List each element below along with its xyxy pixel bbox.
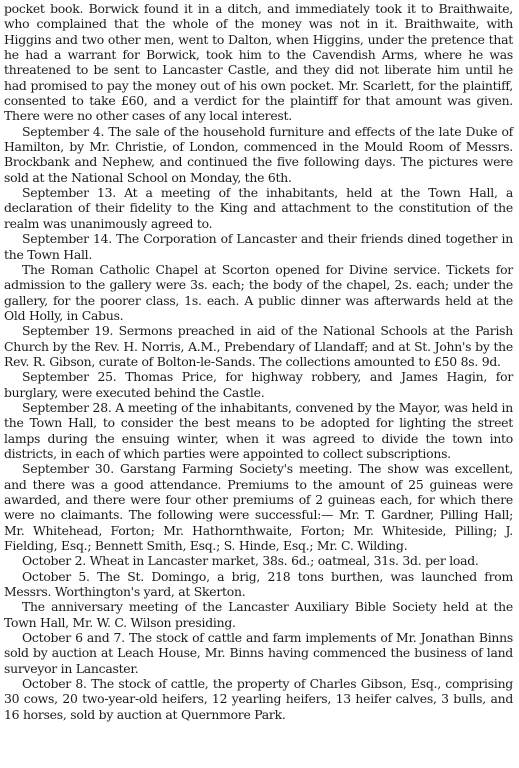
paragraph-sept-4: September 4. The sale of the household furniture and effects of the late Duke of Hamilton, by Mr. Christie, of London, commenced in the Mould Room of Messrs. Brockbank and Nephew, and continued the five following days. The pictures were sold at the National School on Monday, the 6th. (4, 123, 513, 185)
paragraph-sept-30: September 30. Garstang Farming Society's meeting. The show was excellent, and there was a good attendance. Premiums to the amount of 25 guineas were awarded, and there were four other premiums of 2 guineas each, for which there were no claimants. The following were successful:— Mr. T. Gardner, Pilling Hall; Mr. Whitehead, Forton; Mr. Hathornthwaite, Forton; Mr. Whiteside, Pilling; J. Fielding, Esq.; Bennett Smith, Esq.; S. Hinde, Esq.; Mr. C. Wilding. (4, 461, 513, 554)
paragraph-sept-14: September 14. The Corporation of Lancaster and their friends dined together in the Town Hall. (4, 231, 513, 262)
paragraph-oct-5: October 5. The St. Domingo, a brig, 218 tons burthen, was launched from Messrs. Worthington's yard, at Skerton. (4, 568, 513, 600)
paragraph-scorton-chapel: The Roman Catholic Chapel at Scorton opened for Divine service. Tickets for admission to the gallery were 3s. each; the body of the chapel, 2s. each; under the gallery, for the poorer class, 1s. each. A public dinner was afterwards held at the Old Holly, in Cabus. (4, 261, 513, 323)
paragraph-oct-8: October 8. The stock of cattle, the property of Charles Gibson, Esq., comprising 30 cows, 20 two-year-old heifers, 12 yearling heifers, 13 heifer calves, 3 bulls, and 16 horses, sold by auction at Quernmore Park. (4, 676, 513, 722)
paragraph-sept-28: September 28. A meeting of the inhabitants, convened by the Mayor, was held in the Town Hall, to consider the best means to be adopted for lighting the street lamps during the ensuing winter, when it was agreed to divide the town into districts, in each of which parties were appointed to collect subscriptions. (4, 399, 513, 461)
paragraph-continuation: pocket book. Borwick found it in a ditch, and immediately took it to Braithwaite, who complained that the whole of the money was not in it. Braithwaite, with Higgins and two other men, went to Dalton, when Higgins, under the pretence that he had a warrant for Borwick, took him to the Cavendish Arms, where he was threatened to be sent to Lancaster Castle, and they did not liberate him until he had promised to pay the money out of his own pocket. Mr. Scarlett, for the plaintiff, consented to take £60, and a verdict for the plaintiff for that amount was given. There were no other cases of any local interest. (4, 1, 513, 124)
paragraph-sept-25: September 25. Thomas Price, for highway robbery, and James Hagin, for burglary, were executed behind the Castle. (4, 369, 513, 400)
paragraph-oct-2: October 2. Wheat in Lancaster market, 38s. 6d.; oatmeal, 31s. 3d. per load. (22, 553, 479, 569)
paragraph-sept-19: September 19. Sermons preached in aid of the National Schools at the Parish Church by the Rev. H. Norris, A.M., Prebendary of Llandaff; and at St. John's by the Rev. R. Gibson, curate of Bolton-le-Sands. The collections amounted to £50 8s. 9d. (4, 323, 513, 369)
paragraph-bible-society: The anniversary meeting of the Lancaster Auxiliary Bible Society held at the Town Hall, Mr. W. C. Wilson presiding. (4, 599, 513, 630)
paragraph-oct-6-7: October 6 and 7. The stock of cattle and farm implements of Mr. Jonathan Binns sold by auction at Leach House, Mr. Binns having commenced the business of land surveyor in Lancaster. (4, 630, 513, 676)
paragraph-sept-13: September 13. At a meeting of the inhabitants, held at the Town Hall, a declaration of their fidelity to the King and attachment to the constitution of the realm was unanimously agreed to. (4, 185, 513, 231)
